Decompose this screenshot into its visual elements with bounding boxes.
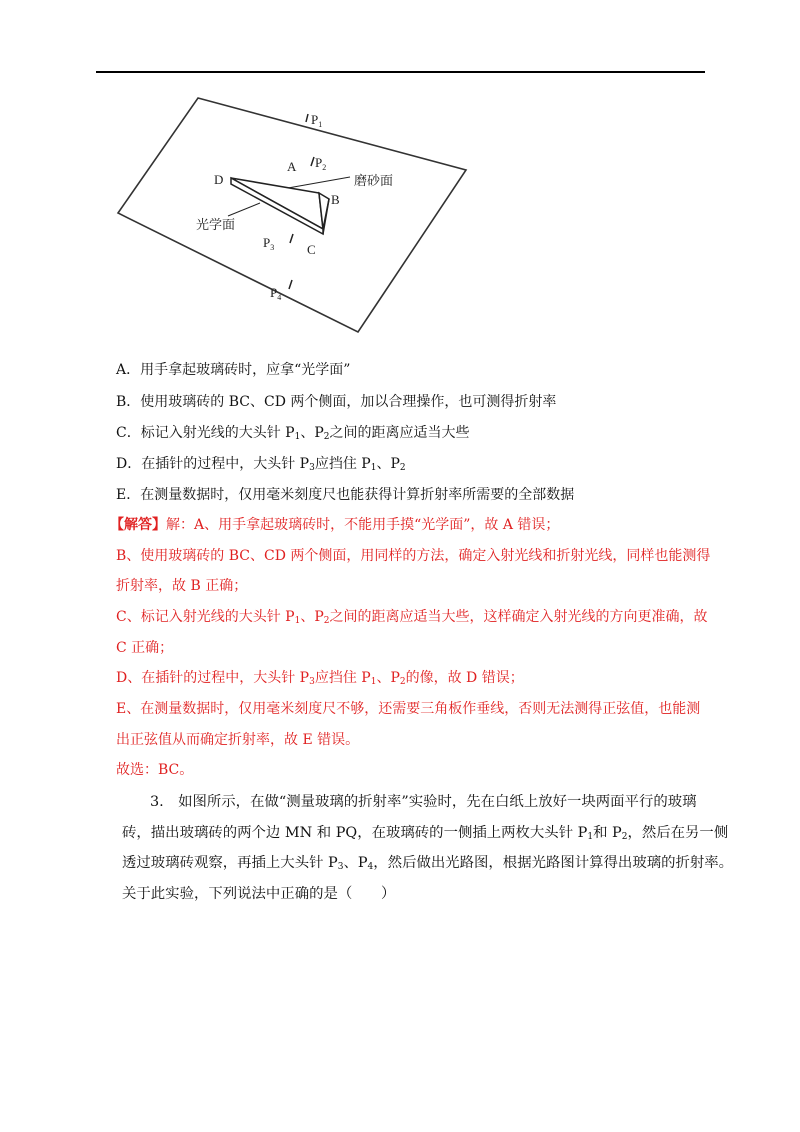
- question3-line3: 透过玻璃砖观察，再插上大头针 $P_3$、$P_4$，然后做出光路图，根据光路图计算得出玻璃的折射率。: [122, 855, 734, 872]
- question3-line1: 3. 如图所示，在做“测量玻璃的折射率”实验时，先在白纸上放好一块两面平行的玻璃: [150, 794, 697, 810]
- label-p2: $P_2$: [315, 155, 327, 172]
- option-e: E．在测量数据时，仅用毫米刻度尺也能获得计算折射率所需要的全部数据: [116, 487, 575, 503]
- answer-line-b2: 折射率，故 B 正确；: [116, 578, 248, 594]
- pin-p2: [311, 157, 314, 166]
- figure-svg: [110, 92, 480, 337]
- question3-line4: 关于此实验，下列说法中正确的是（ ）: [122, 886, 396, 902]
- frosted-leader: [288, 177, 350, 188]
- label-b: B: [331, 192, 340, 207]
- answer-line-d: D、在插针的过程中，大头针 $P_3$应挡住 $P_1$、$P_2$的像，故 D 错误；: [116, 670, 524, 687]
- label-p4: $P_4$: [270, 285, 282, 302]
- header-rule: [96, 71, 705, 73]
- answer-line-e2: 出正弦值从而确定折射率，故 E 错误。: [116, 732, 360, 748]
- label-frosted-surface: 磨砂面: [354, 173, 394, 188]
- option-a: A．用手拿起玻璃砖时，应拿“光学面”: [116, 362, 351, 378]
- label-d: D: [214, 172, 224, 187]
- answer-line-c2: C 正确；: [116, 640, 174, 656]
- option-b: B．使用玻璃砖的 BC、CD 两个侧面，加以合理操作，也可测得折射率: [116, 394, 557, 410]
- answer-line-e1: E、在测量数据时，仅用毫米刻度尺不够，还需要三角板作垂线，否则无法测得正弦值，也能测: [116, 701, 701, 717]
- prism-experiment-figure: [110, 92, 480, 337]
- answer-line-a: 【解答】解：A、用手拿起玻璃砖时，不能用手摸“光学面”，故 A 错误；: [110, 517, 560, 533]
- label-p3: $P_3$: [263, 235, 275, 252]
- answer-line-c1: C、标记入射光线的大头针 $P_1$、$P_2$之间的距离应适当大些，这样确定入射光线的方向更准确，故: [116, 609, 708, 626]
- label-p1: $P_1$: [311, 112, 323, 129]
- question3-line2: 砖，描出玻璃砖的两个边 MN 和 PQ，在玻璃砖的一侧插上两枚大头针 $P_1$和 $P_2$，然后在另一侧: [122, 825, 729, 842]
- label-optical-surface: 光学面: [196, 217, 236, 232]
- answer-tag: 【解答】: [110, 517, 166, 533]
- option-c: C．标记入射光线的大头针 $P_1$、$P_2$之间的距离应适当大些: [116, 425, 470, 442]
- answer-line-b1: B、使用玻璃砖的 BC、CD 两个侧面，用同样的方法，确定入射光线和折射光线，同样也能测得: [116, 548, 711, 564]
- label-a: A: [287, 159, 297, 174]
- optical-leader: [228, 203, 260, 216]
- answer-choice: 故选：BC。: [116, 762, 194, 778]
- pin-p3: [290, 234, 293, 243]
- pin-p4: [289, 280, 292, 289]
- option-d: D．在插针的过程中，大头针 $P_3$应挡住 $P_1$、$P_2$: [116, 456, 406, 473]
- label-c: C: [307, 242, 316, 257]
- pin-p1: [306, 114, 308, 122]
